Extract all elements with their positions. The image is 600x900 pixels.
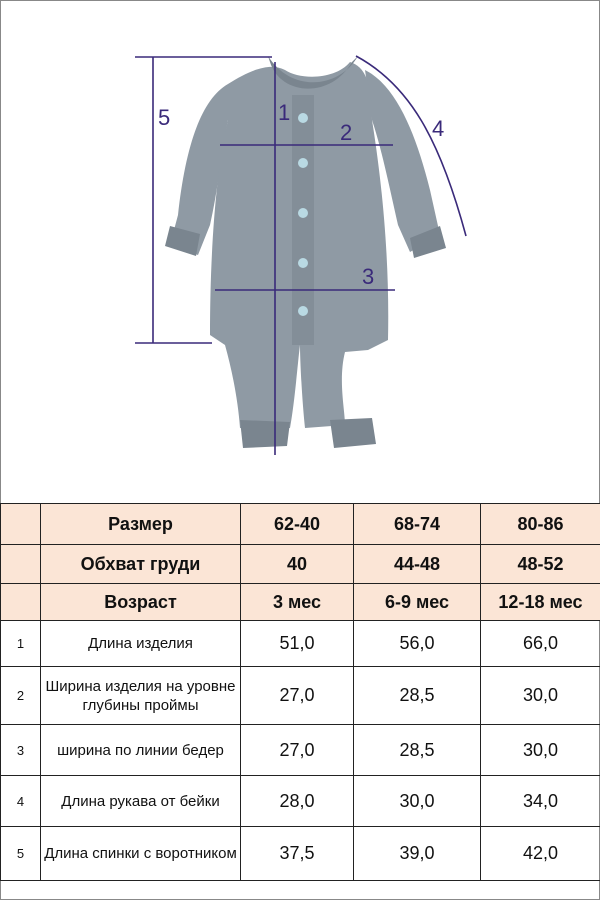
row-param: Длина спинки с воротником — [41, 827, 241, 881]
right-leg-cuff — [330, 418, 376, 448]
row-value: 27,0 — [241, 667, 354, 725]
header-label: Обхват груди — [41, 545, 241, 584]
measure-label-2: 2 — [340, 120, 353, 145]
header-label: Размер — [41, 504, 241, 545]
row-value: 66,0 — [481, 621, 600, 667]
row-param: Ширина изделия на уровне глубины проймы — [41, 667, 241, 725]
button-icon — [298, 158, 308, 168]
table-row — [1, 725, 600, 776]
empty-cell — [1, 504, 41, 545]
table-row — [1, 621, 600, 667]
row-value: 39,0 — [354, 827, 481, 881]
row-value: 30,0 — [481, 667, 600, 725]
header-value: 6-9 мес — [354, 584, 481, 621]
row-value: 27,0 — [241, 725, 354, 776]
row-value: 56,0 — [354, 621, 481, 667]
row-value: 28,0 — [241, 776, 354, 827]
header-row-age — [1, 584, 600, 621]
row-number: 1 — [1, 621, 41, 667]
row-value: 30,0 — [354, 776, 481, 827]
header-value: 80-86 — [481, 504, 600, 545]
empty-cell — [1, 545, 41, 584]
left-leg-cuff — [240, 420, 290, 448]
empty-cell — [1, 584, 41, 621]
row-number: 2 — [1, 667, 41, 725]
header-row-size — [1, 504, 600, 545]
header-value: 3 мес — [241, 584, 354, 621]
button-icon — [298, 258, 308, 268]
row-value: 51,0 — [241, 621, 354, 667]
header-label: Возраст — [41, 584, 241, 621]
row-value: 28,5 — [354, 667, 481, 725]
table-row — [1, 827, 600, 881]
header-value: 12-18 мес — [481, 584, 600, 621]
measure-label-5: 5 — [158, 105, 171, 130]
row-number: 3 — [1, 725, 41, 776]
measure-label-3: 3 — [362, 264, 375, 289]
measure-label-1: 1 — [278, 100, 291, 125]
header-value: 62-40 — [241, 504, 354, 545]
table-row — [1, 776, 600, 827]
button-icon — [298, 113, 308, 123]
size-table — [0, 503, 600, 881]
button-icon — [298, 208, 308, 218]
row-value: 37,5 — [241, 827, 354, 881]
header-value: 40 — [241, 545, 354, 584]
measure-label-4: 4 — [432, 116, 445, 141]
row-value: 42,0 — [481, 827, 600, 881]
row-value: 30,0 — [481, 725, 600, 776]
row-param: Длина рукава от бейки — [41, 776, 241, 827]
row-value: 34,0 — [481, 776, 600, 827]
row-number: 4 — [1, 776, 41, 827]
header-value: 48-52 — [481, 545, 600, 584]
row-number: 5 — [1, 827, 41, 881]
button-icon — [298, 306, 308, 316]
row-param: Длина изделия — [41, 621, 241, 667]
row-value: 28,5 — [354, 725, 481, 776]
header-row-chest — [1, 545, 600, 584]
header-value: 68-74 — [354, 504, 481, 545]
row-param: ширина по линии бедер — [41, 725, 241, 776]
table-row — [1, 667, 600, 725]
header-value: 44-48 — [354, 545, 481, 584]
